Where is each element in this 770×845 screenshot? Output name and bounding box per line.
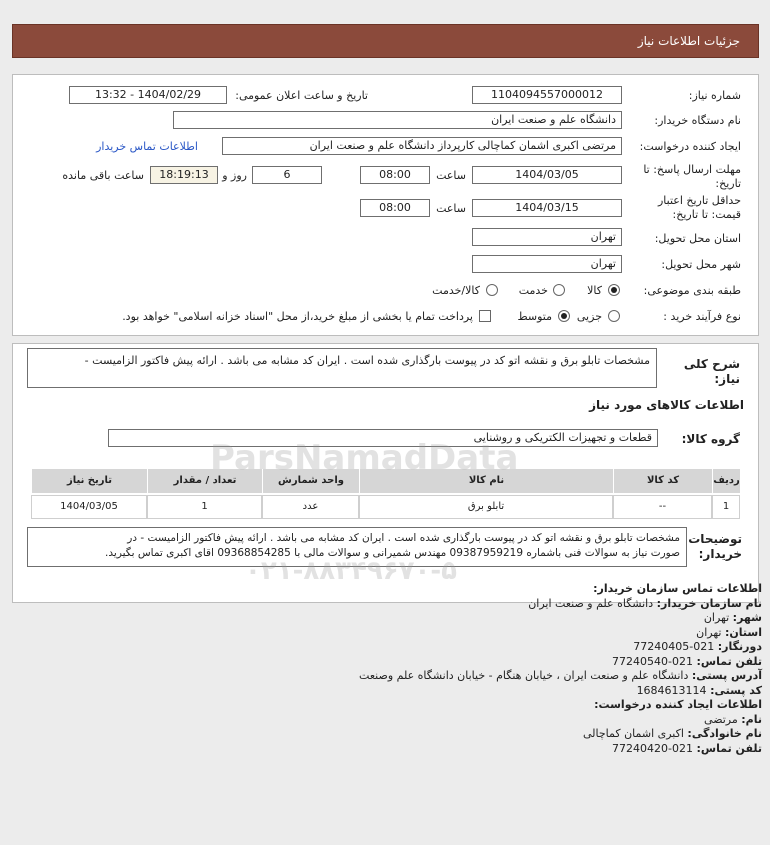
contact-row-fax (22, 640, 762, 655)
contact-label: نام سازمان خریدار: (656, 596, 762, 610)
contact-title: اطلاعات تماس سازمان خریدار: (593, 582, 762, 595)
creator-title: اطلاعات ایجاد کننده درخواست: (594, 698, 762, 711)
table-header-unit: واحد شمارش (262, 469, 359, 493)
contact-info (22, 582, 762, 756)
announce-label: تاریخ و ساعت اعلان عمومی: (235, 89, 368, 102)
remaining-time-field: 18:19:13 (150, 166, 218, 184)
contact-label: نام: (741, 712, 762, 726)
creator-row-phone (22, 742, 762, 757)
remaining-label: ساعت باقی مانده (62, 169, 144, 182)
table-cell-item-code: -- (613, 495, 712, 519)
buyer-notes-line-1: مشخصات تابلو برق و نقشه اتو کد در پیوست بارگذاری شده است . ایران کد مشابه می باشد . ارائه پیش فاکتور الزامیست - در (127, 532, 680, 544)
contact-value: 021-77240540 (612, 654, 694, 668)
table-header-quantity: تعداد / مقدار (147, 469, 262, 493)
table-cell-unit: عدد (262, 495, 359, 519)
table-cell-need-date: 1404/03/05 (31, 495, 147, 519)
contact-value: تهران (703, 611, 730, 624)
buyer-notes-label-1: توضیحات (688, 532, 742, 546)
contact-row-org (22, 597, 762, 612)
category-radio-goods[interactable] (608, 284, 620, 296)
contact-value: 021-77240420 (612, 741, 694, 755)
table-header-need-date: تاریخ نیاز (31, 469, 147, 493)
deadline-label-2: تاریخ: (715, 177, 741, 190)
table-cell-row-number: 1 (712, 495, 740, 519)
creator-row-family (22, 727, 762, 742)
buyer-notes-label-2: خریدار: (698, 547, 742, 561)
deadline-label-1: مهلت ارسال پاسخ: تا (643, 163, 741, 176)
purchase-option-medium: متوسط (517, 310, 552, 323)
contact-label: شهر: (732, 611, 762, 624)
contact-row-postal (22, 684, 762, 699)
validity-label-2: قیمت: تا تاریخ: (672, 208, 741, 221)
buyer-org-field: دانشگاه علم و صنعت ایران (173, 111, 622, 129)
contact-label: دورنگار: (717, 640, 762, 653)
contact-value: 1684613114 (636, 683, 707, 697)
days-remaining-field: 6 (252, 166, 322, 184)
page-title: جزئیات اطلاعات نیاز (637, 34, 740, 48)
requester-field: مرتضی اکبری اشمان کماچالی کارپرداز دانشگاه علم و صنعت ایران (222, 137, 622, 155)
category-option-goods: کالا (587, 284, 602, 297)
contact-label: نام خانوادگی: (687, 727, 762, 740)
need-number-field: 1104094557000012 (472, 86, 622, 104)
validity-time-field: 08:00 (360, 199, 430, 217)
contact-label: تلفن تماس: (696, 741, 762, 755)
description-label-2: نیاز: (714, 372, 740, 386)
purchase-radio-minor[interactable] (608, 310, 620, 322)
description-box (27, 348, 657, 388)
city-field: تهران (472, 255, 622, 273)
contact-label: تلفن تماس: (696, 654, 762, 668)
page-header (12, 24, 759, 58)
description-text: مشخصات تابلو برق و نقشه اتو کد در پیوست بارگذاری شده است . ایران کد مشابه می باشد . ارائه پیش فاکتور الزامیست - (84, 354, 650, 367)
description-label-1: شرح کلی (683, 357, 740, 371)
buyer-org-label: نام دستگاه خریدار: (654, 114, 741, 127)
category-option-goods-service: کالا/خدمت (432, 284, 480, 297)
contact-label: آدرس پستی: (691, 669, 762, 682)
creator-row-name (22, 713, 762, 728)
buyer-notes-line-2: صورت نیاز به سوالات فنی باشماره 09387959219 مهندس شمیرانی و سوالات مالی با 09368854285 اقای اکبری تماس بگیرید. (105, 547, 680, 559)
goods-section-title: اطلاعات کالاهای مورد نیاز (589, 398, 744, 412)
city-label: شهر محل تحویل: (661, 258, 741, 271)
contact-value: 021-77240405 (633, 640, 715, 653)
watermark-logo-text: ParsNamadData (210, 438, 519, 478)
watermark-phone: ۰۲۱-۸۸۳۴۹۶۷۰-۵ (245, 556, 458, 586)
category-radio-goods-service[interactable] (486, 284, 498, 296)
category-option-service: خدمت (518, 284, 548, 297)
contact-value: دانشگاه علم و صنعت ایران (528, 596, 654, 610)
requester-label: ایجاد کننده درخواست: (639, 140, 741, 153)
province-field: تهران (472, 228, 622, 246)
table-header-row-number: ردیف (712, 469, 740, 493)
buyer-contact-link[interactable]: اطلاعات تماس خریدار (96, 140, 198, 153)
treasury-note: پرداخت تمام یا بخشی از مبلغ خرید،از محل "اسناد خزانه اسلامی" خواهد بود. (122, 310, 473, 323)
purchase-type-label: نوع فرآیند خرید : (663, 310, 741, 323)
deadline-time-field: 08:00 (360, 166, 430, 184)
contact-value: دانشگاه علم و صنعت ایران ، خیابان هنگام - خیابان دانشگاه علم وصنعت (359, 669, 689, 682)
goods-group-label: گروه کالا: (681, 432, 740, 446)
contact-value: اکبری اشمان کماچالی (582, 727, 684, 740)
table-header-item-code: کد کالا (613, 469, 712, 493)
category-radio-service[interactable] (553, 284, 565, 296)
contact-row-province (22, 626, 762, 641)
table-header-item-name: نام کالا (359, 469, 613, 493)
validity-label-1: حداقل تاریخ اعتبار (657, 194, 741, 207)
table-cell-item-name: تابلو برق (359, 495, 613, 519)
contact-label: استان: (725, 625, 762, 639)
province-label: استان محل تحویل: (654, 232, 741, 245)
announce-field: 1404/02/29 - 13:32 (69, 86, 227, 104)
treasury-checkbox[interactable] (479, 310, 491, 322)
contact-label: کد پستی: (710, 683, 762, 697)
deadline-time-label: ساعت (436, 169, 466, 182)
contact-row-phone (22, 655, 762, 670)
deadline-date-field: 1404/03/05 (472, 166, 622, 184)
purchase-option-minor: جزیی (576, 310, 602, 323)
category-label: طبقه بندی موضوعی: (643, 284, 741, 297)
validity-time-label: ساعت (436, 202, 466, 215)
contact-row-address (22, 669, 762, 684)
validity-date-field: 1404/03/15 (472, 199, 622, 217)
contact-value: تهران (696, 625, 722, 639)
days-label: روز و (222, 169, 247, 182)
contact-row-city (22, 611, 762, 626)
table-cell-quantity: 1 (147, 495, 262, 519)
goods-group-field: قطعات و تجهیزات الکتریکی و روشنایی (108, 429, 658, 447)
purchase-radio-medium[interactable] (558, 310, 570, 322)
need-number-label: شماره نیاز: (688, 89, 741, 102)
contact-value: مرتضی (704, 712, 738, 726)
